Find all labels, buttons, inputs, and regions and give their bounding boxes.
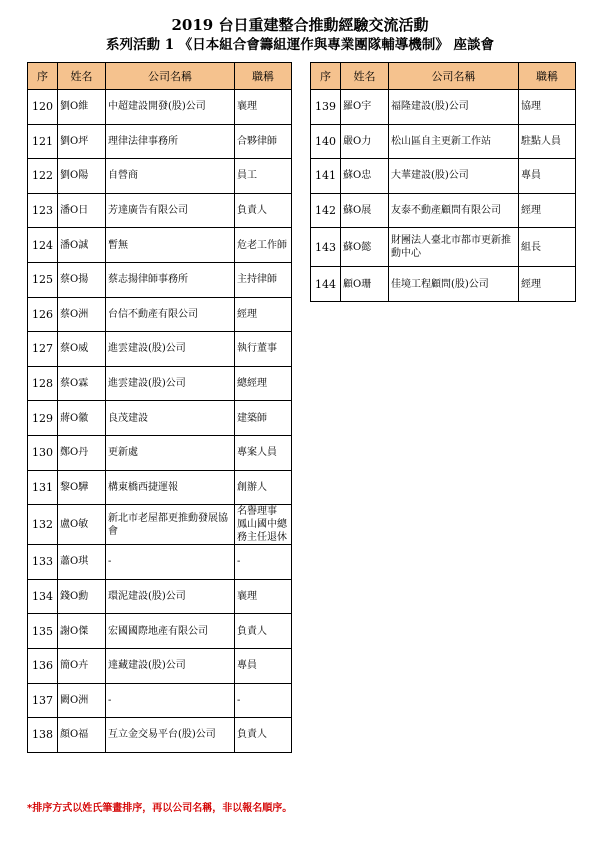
row-title: 主持律師 <box>235 262 292 297</box>
row-company: 中超建設開發(股)公司 <box>106 90 235 125</box>
row-name: 羅O宇 <box>341 90 389 125</box>
row-company: 友泰不動產顧問有限公司 <box>389 193 519 228</box>
page-subtitle: 系列活動 1 《日本組合會籌組運作與專業團隊輔導機制》 座談會 <box>106 37 494 53</box>
column-header-name: 姓名 <box>58 63 106 90</box>
column-header-company: 公司名稱 <box>106 63 235 90</box>
row-title: 建築師 <box>235 401 292 436</box>
row-company: 暫無 <box>106 228 235 263</box>
row-seq: 140 <box>311 124 341 159</box>
row-name: 劉O坪 <box>58 124 106 159</box>
table-row <box>28 124 292 159</box>
row-name: 顧O珊 <box>341 267 389 302</box>
row-name: 錢O勳 <box>58 579 106 614</box>
row-seq: 135 <box>28 614 58 649</box>
row-seq: 123 <box>28 193 58 228</box>
row-name: 顏O福 <box>58 718 106 753</box>
row-company: 達藏建設(股)公司 <box>106 648 235 683</box>
row-seq: 142 <box>311 193 341 228</box>
table-row <box>28 545 292 580</box>
row-name: 蔡O洲 <box>58 297 106 332</box>
row-company: - <box>106 545 235 580</box>
row-seq: 139 <box>311 90 341 125</box>
row-name: 蔡O揚 <box>58 262 106 297</box>
row-seq: 134 <box>28 579 58 614</box>
table-row <box>28 262 292 297</box>
table-header-row <box>311 63 576 90</box>
row-title: 合夥律師 <box>235 124 292 159</box>
row-seq: 130 <box>28 435 58 470</box>
row-seq: 138 <box>28 718 58 753</box>
row-title: 駐點人員 <box>519 124 576 159</box>
row-company: 新北市老屋都更推動發展協會 <box>106 505 235 545</box>
row-title: 經理 <box>519 267 576 302</box>
row-title: 負責人 <box>235 718 292 753</box>
row-company: 台信不動產有限公司 <box>106 297 235 332</box>
row-company: 互立金交易平台(股)公司 <box>106 718 235 753</box>
row-title: 執行董事 <box>235 332 292 367</box>
table-row <box>28 579 292 614</box>
row-company: 環泥建設(股)公司 <box>106 579 235 614</box>
row-name: 蔡O霖 <box>58 366 106 401</box>
row-seq: 136 <box>28 648 58 683</box>
row-title: 危老工作師 <box>235 228 292 263</box>
row-company: 理律法律事務所 <box>106 124 235 159</box>
column-header-seq: 序 <box>311 63 341 90</box>
row-title: - <box>235 545 292 580</box>
row-seq: 121 <box>28 124 58 159</box>
row-name: 劉O陽 <box>58 159 106 194</box>
row-seq: 137 <box>28 683 58 718</box>
row-name: 謝O傑 <box>58 614 106 649</box>
row-title: 襄理 <box>235 579 292 614</box>
table-row <box>311 124 576 159</box>
row-company: 進雲建設(股)公司 <box>106 366 235 401</box>
row-company: 良茂建設 <box>106 401 235 436</box>
table-row <box>28 297 292 332</box>
row-name: 闕O洲 <box>58 683 106 718</box>
table-row <box>28 401 292 436</box>
page-title: 2019 台日重建整合推動經驗交流活動 <box>171 16 429 34</box>
row-seq: 132 <box>28 505 58 545</box>
table-row <box>311 90 576 125</box>
table-header-row <box>28 63 292 90</box>
row-seq: 144 <box>311 267 341 302</box>
table-row <box>311 193 576 228</box>
row-name: 嚴O力 <box>341 124 389 159</box>
table-row <box>311 228 576 267</box>
row-name: 簡O卉 <box>58 648 106 683</box>
attendee-table-right <box>310 62 576 302</box>
row-seq: 133 <box>28 545 58 580</box>
row-seq: 126 <box>28 297 58 332</box>
row-name: 蘇O展 <box>341 193 389 228</box>
table-row <box>28 505 292 545</box>
row-name: 蔡O威 <box>58 332 106 367</box>
row-seq: 122 <box>28 159 58 194</box>
column-header-seq: 序 <box>28 63 58 90</box>
row-seq: 129 <box>28 401 58 436</box>
row-company: 蔡志揚律師事務所 <box>106 262 235 297</box>
row-company: 福隆建設(股)公司 <box>389 90 519 125</box>
table-row <box>28 332 292 367</box>
row-seq: 141 <box>311 159 341 194</box>
row-title: 負責人 <box>235 193 292 228</box>
row-seq: 128 <box>28 366 58 401</box>
row-title: 組長 <box>519 228 576 267</box>
table-row <box>28 470 292 505</box>
row-title: 專員 <box>519 159 576 194</box>
row-company: 構東橋西捷運報 <box>106 470 235 505</box>
column-header-title: 職稱 <box>235 63 292 90</box>
table-row <box>28 683 292 718</box>
row-name: 蘇O忠 <box>341 159 389 194</box>
row-seq: 143 <box>311 228 341 267</box>
row-title: - <box>235 683 292 718</box>
row-title: 協理 <box>519 90 576 125</box>
column-header-title: 職稱 <box>519 63 576 90</box>
row-title: 專員 <box>235 648 292 683</box>
row-seq: 124 <box>28 228 58 263</box>
table-row <box>311 159 576 194</box>
table-row <box>28 228 292 263</box>
sorting-footnote: *排序方式以姓氏筆畫排序，再以公司名稱，非以報名順序。 <box>27 803 293 814</box>
row-name: 黎O驊 <box>58 470 106 505</box>
row-name: 蕭O琪 <box>58 545 106 580</box>
row-company: 進雲建設(股)公司 <box>106 332 235 367</box>
row-company: 財團法人臺北市都市更新推動中心 <box>389 228 519 267</box>
table-row <box>28 193 292 228</box>
table-row <box>28 435 292 470</box>
row-title: 員工 <box>235 159 292 194</box>
row-company: - <box>106 683 235 718</box>
row-seq: 125 <box>28 262 58 297</box>
row-company: 自營商 <box>106 159 235 194</box>
row-name: 盧O敏 <box>58 505 106 545</box>
row-company: 大華建設(股)公司 <box>389 159 519 194</box>
row-title: 總經理 <box>235 366 292 401</box>
row-title: 襄理 <box>235 90 292 125</box>
table-row <box>28 614 292 649</box>
row-seq: 120 <box>28 90 58 125</box>
attendee-table-left <box>27 62 292 753</box>
row-title: 負責人 <box>235 614 292 649</box>
row-name: 蔣O徽 <box>58 401 106 436</box>
row-title: 專案人員 <box>235 435 292 470</box>
row-company: 更新處 <box>106 435 235 470</box>
row-name: 劉O維 <box>58 90 106 125</box>
row-company: 芳達廣告有限公司 <box>106 193 235 228</box>
row-title: 經理 <box>235 297 292 332</box>
table-row <box>28 366 292 401</box>
row-name: 蘇O懿 <box>341 228 389 267</box>
row-company: 松山區自主更新工作站 <box>389 124 519 159</box>
row-company: 佳境工程顧問(股)公司 <box>389 267 519 302</box>
table-row <box>28 718 292 753</box>
table-row <box>28 648 292 683</box>
row-seq: 127 <box>28 332 58 367</box>
row-company: 宏國國際地產有限公司 <box>106 614 235 649</box>
column-header-name: 姓名 <box>341 63 389 90</box>
row-name: 鄭O丹 <box>58 435 106 470</box>
column-header-company: 公司名稱 <box>389 63 519 90</box>
row-title: 經理 <box>519 193 576 228</box>
table-row <box>28 159 292 194</box>
row-name: 潘O誠 <box>58 228 106 263</box>
row-title: 名譽理事 鳳山國中總務主任退休 <box>235 505 292 545</box>
table-row <box>28 90 292 125</box>
table-row <box>311 267 576 302</box>
row-seq: 131 <box>28 470 58 505</box>
row-title: 創辦人 <box>235 470 292 505</box>
row-name: 潘O日 <box>58 193 106 228</box>
